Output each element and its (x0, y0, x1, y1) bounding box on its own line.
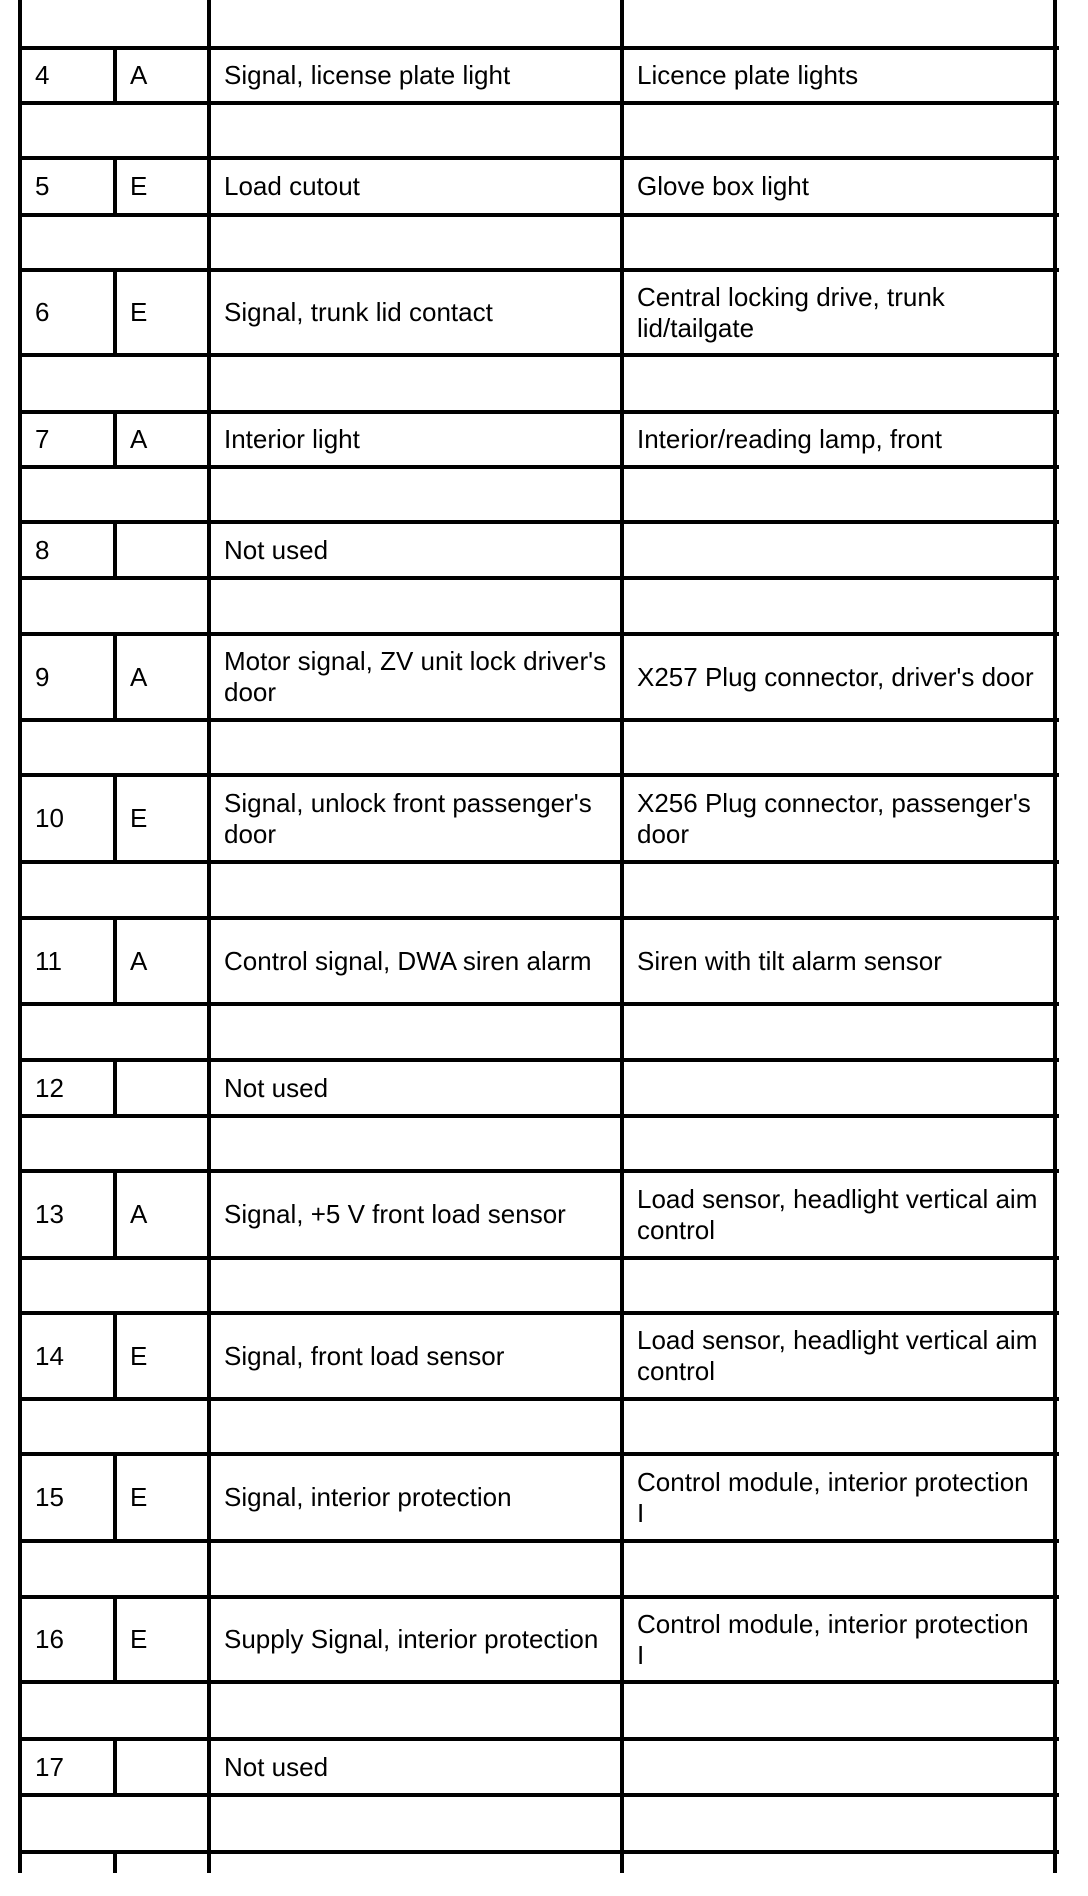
table-column-divider (1053, 215, 1057, 270)
table-column-divider (1053, 1739, 1057, 1795)
signal-direction-cell: E (130, 171, 148, 201)
table-column-divider (1053, 1004, 1057, 1060)
table-row-divider (20, 465, 1059, 469)
pin-number-cell: 8 (35, 534, 50, 565)
table-column-divider (620, 355, 624, 412)
table-column-divider (1053, 1682, 1057, 1739)
connected-component-cell: Load sensor, headlight vertical aim control (637, 1183, 1038, 1245)
signal-direction-cell: A (130, 945, 148, 976)
table-column-divider (620, 1004, 624, 1060)
connected-component-cell: Interior/reading lamp, front (637, 424, 942, 454)
table-row-divider (20, 1114, 1059, 1118)
table-column-divider (18, 1399, 22, 1454)
table-column-divider (620, 1541, 624, 1597)
table-column-divider (18, 720, 22, 775)
pin-number-cell: 5 (35, 171, 50, 201)
signal-description-cell: Not used (224, 1072, 329, 1103)
signal-description-cell: Not used (224, 1751, 329, 1782)
signal-description-cell: Signal, front load sensor (224, 1340, 505, 1371)
table-column-divider (18, 578, 22, 634)
signal-direction-cell: E (130, 1482, 148, 1512)
table-column-divider (1053, 1852, 1057, 1873)
connected-component-cell: X257 Plug connector, driver's door (637, 661, 1034, 692)
table-column-divider (620, 0, 624, 48)
signal-direction-cell: E (130, 1340, 148, 1371)
table-column-divider (1053, 1399, 1057, 1454)
signal-description-cell: Not used (224, 534, 329, 565)
table-column-divider (18, 1795, 22, 1852)
table-column-divider (1053, 522, 1057, 578)
table-column-divider (620, 103, 624, 158)
table-column-divider (207, 1541, 211, 1597)
table-row-divider (20, 860, 1059, 864)
table-row-divider (20, 1793, 1059, 1797)
signal-description-cell: Supply Signal, interior protection (224, 1624, 599, 1654)
signal-description-cell: Signal, license plate light (224, 60, 511, 90)
table-row-divider (20, 576, 1059, 580)
table-column-divider (1053, 48, 1057, 103)
signal-description-cell: Motor signal, ZV unit lock driver's door (224, 646, 607, 707)
signal-direction-cell: E (130, 803, 148, 833)
table-column-divider (207, 1852, 211, 1873)
table-column-divider (1053, 1597, 1057, 1682)
signal-direction-cell: E (130, 297, 148, 327)
table-column-divider (1053, 1171, 1057, 1258)
table-column-divider (1053, 103, 1057, 158)
table-row-divider (20, 1850, 1059, 1854)
table-column-divider (207, 1004, 211, 1060)
table-column-divider (1053, 158, 1057, 215)
table-column-divider (18, 1258, 22, 1313)
table-column-divider (207, 1682, 211, 1739)
signal-direction-cell: A (130, 60, 148, 90)
table-column-divider (1053, 1795, 1057, 1852)
table-column-divider (18, 467, 22, 522)
signal-direction-cell: A (130, 424, 148, 454)
table-column-divider (1053, 467, 1057, 522)
table-row-divider (20, 101, 1059, 105)
table-row-divider (20, 1002, 1059, 1006)
connected-component-cell: Central locking drive, trunk lid/tailgate (637, 281, 945, 343)
table-row-divider (20, 353, 1059, 357)
table-column-divider (18, 355, 22, 412)
pin-number-cell: 17 (35, 1751, 64, 1782)
table-column-divider (1053, 634, 1057, 720)
table-column-divider (207, 0, 211, 48)
connected-component-cell: Control module, interior protection I (637, 1608, 1029, 1670)
pin-number-cell: 12 (35, 1072, 64, 1103)
table-column-divider (207, 1258, 211, 1313)
table-column-divider (620, 1258, 624, 1313)
table-column-divider (620, 215, 624, 270)
pin-number-cell: 7 (35, 424, 50, 454)
connected-component-cell (624, 1062, 1053, 1114)
signal-direction-cell: A (130, 661, 148, 692)
table-column-divider (18, 0, 22, 48)
table-column-divider (1053, 720, 1057, 775)
table-column-divider (113, 1852, 117, 1873)
signal-direction-cell: E (130, 1624, 148, 1654)
pin-number-cell: 11 (35, 945, 62, 976)
table-column-divider (1053, 1541, 1057, 1597)
table-column-divider (18, 215, 22, 270)
table-column-divider (1053, 1258, 1057, 1313)
table-column-divider (207, 1399, 211, 1454)
table-column-divider (620, 578, 624, 634)
signal-description-cell: Interior light (224, 424, 360, 454)
connected-component-cell: Control module, interior protection I (637, 1466, 1029, 1528)
signal-description-cell: Load cutout (224, 171, 360, 201)
connected-component-cell (624, 524, 1053, 576)
table-column-divider (1053, 775, 1057, 862)
table-column-divider (18, 862, 22, 918)
table-column-divider (207, 862, 211, 918)
table-column-divider (1053, 1116, 1057, 1171)
table-column-divider (207, 215, 211, 270)
table-column-divider (620, 467, 624, 522)
signal-direction-cell (117, 1741, 207, 1793)
pin-number-cell: 14 (35, 1340, 64, 1371)
table-column-divider (620, 1399, 624, 1454)
table-column-divider (207, 467, 211, 522)
table-row-divider (20, 1539, 1059, 1543)
table-row-divider (20, 1256, 1059, 1260)
pin-number-cell: 13 (35, 1199, 64, 1229)
table-column-divider (1053, 355, 1057, 412)
table-column-divider (1053, 1313, 1057, 1399)
table-column-divider (1053, 918, 1057, 1004)
pin-number-cell: 6 (35, 297, 50, 327)
table-column-divider (1053, 1454, 1057, 1541)
signal-description-cell: Signal, unlock front passenger's door (224, 787, 592, 849)
connected-component-cell: Siren with tilt alarm sensor (637, 945, 942, 976)
table-column-divider (620, 1116, 624, 1171)
table-column-divider (18, 1004, 22, 1060)
table-column-divider (18, 1541, 22, 1597)
connected-component-cell: Licence plate lights (637, 60, 859, 90)
table-column-divider (1053, 862, 1057, 918)
signal-description-cell: Signal, trunk lid contact (224, 297, 493, 327)
table-column-divider (620, 1795, 624, 1852)
pin-number-cell: 9 (35, 661, 50, 692)
table-column-divider (18, 1682, 22, 1739)
connected-component-cell: X256 Plug connector, passenger's door (637, 787, 1031, 849)
signal-description-cell: Signal, interior protection (224, 1482, 512, 1512)
table-row-divider (20, 718, 1059, 722)
signal-description-cell: Control signal, DWA siren alarm (224, 945, 592, 976)
signal-direction-cell (117, 1062, 207, 1114)
table-row-divider (20, 1680, 1059, 1684)
pin-number-cell: 15 (35, 1482, 64, 1512)
table-column-divider (1053, 578, 1057, 634)
table-row-divider (20, 1397, 1059, 1401)
table-row-divider (20, 213, 1059, 217)
connected-component-cell (624, 1741, 1053, 1793)
table-column-divider (1053, 0, 1057, 48)
table-column-divider (1053, 270, 1057, 355)
table-column-divider (207, 1795, 211, 1852)
table-column-divider (207, 578, 211, 634)
signal-direction-cell: A (130, 1199, 148, 1229)
table-column-divider (620, 1852, 624, 1873)
table-column-divider (207, 1116, 211, 1171)
table-column-divider (18, 1116, 22, 1171)
table-column-divider (207, 103, 211, 158)
pin-number-cell: 16 (35, 1624, 64, 1654)
table-column-divider (620, 1682, 624, 1739)
table-column-divider (620, 862, 624, 918)
connected-component-cell: Load sensor, headlight vertical aim control (637, 1325, 1038, 1386)
table-column-divider (207, 720, 211, 775)
table-column-divider (1053, 1060, 1057, 1116)
connected-component-cell: Glove box light (637, 171, 809, 201)
signal-direction-cell (117, 524, 207, 576)
table-column-divider (1053, 412, 1057, 467)
table-column-divider (18, 103, 22, 158)
table-column-divider (207, 355, 211, 412)
signal-description-cell: Signal, +5 V front load sensor (224, 1199, 566, 1229)
pin-number-cell: 10 (35, 803, 64, 833)
table-column-divider (18, 1852, 22, 1873)
table-column-divider (620, 720, 624, 775)
pin-number-cell: 4 (35, 60, 50, 90)
